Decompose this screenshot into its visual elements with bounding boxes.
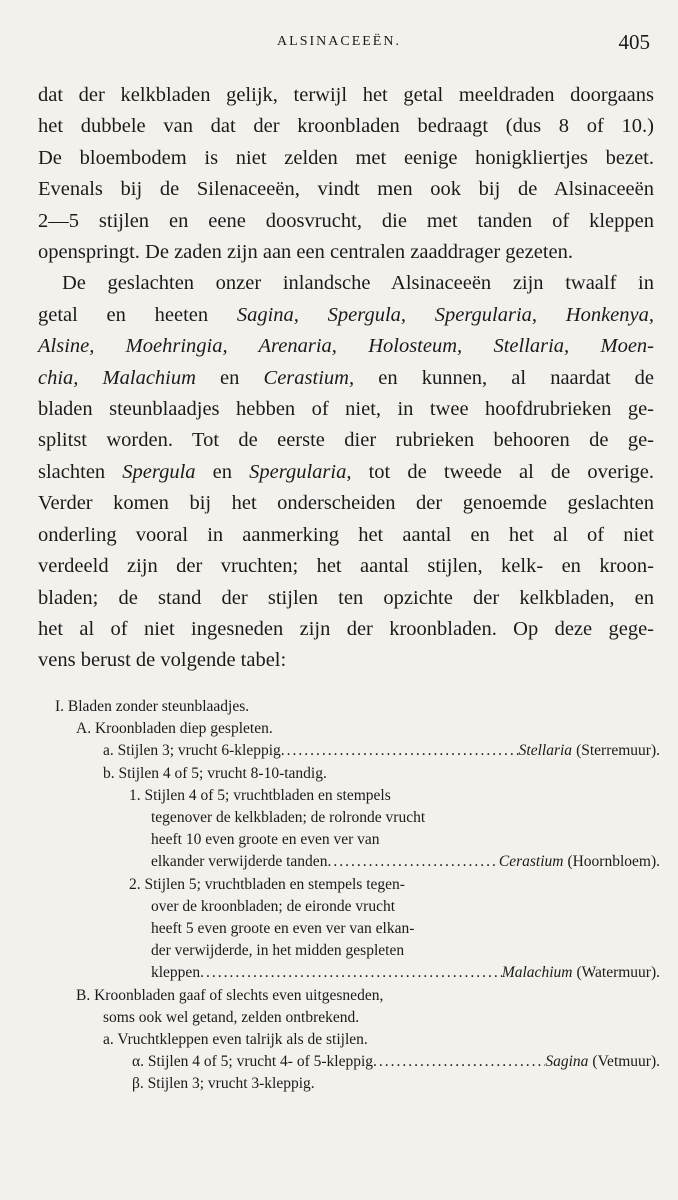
key-row-text: α. Stijlen 4 of 5; vrucht 4- of 5-kleppig — [132, 1053, 374, 1071]
text-segment: en kunnen, al naardat de — [354, 366, 654, 389]
italic-genus-names: Spergularia, — [249, 460, 352, 483]
genus-name: Stellaria — [518, 742, 573, 760]
key-row-text: 2. Stijlen 5; vruchtbladen en stempels tegen- — [129, 875, 405, 893]
running-head — [0, 30, 678, 58]
key-row — [55, 740, 660, 762]
dot-leader — [327, 851, 498, 873]
text-line — [38, 206, 654, 237]
key-row-text: B. Kroonbladen gaaf of slechts even uitgesneden, — [76, 986, 384, 1004]
key-row-text: A. Kroonbladen diep gespleten. — [76, 720, 273, 738]
key-row-text: elkander verwijderde tanden — [151, 853, 328, 871]
key-row — [55, 1073, 660, 1095]
key-row-text: kleppen — [151, 964, 201, 982]
text-segment: dat der kelkbladen gelijk, terwijl het getal meeldraden doorgaans — [38, 84, 654, 106]
text-segment: bladen steunblaadjes hebben of niet, in twee hoofdrubrieken ge- — [38, 398, 654, 421]
identification-key-table — [55, 696, 660, 1096]
key-row — [55, 940, 660, 962]
text-segment: getal en heeten — [38, 303, 237, 326]
text-line — [38, 363, 654, 394]
italic-genus-names: Cerastium, — [263, 366, 355, 389]
text-segment: tot de tweede al de overige. — [351, 460, 654, 483]
key-row-text: 1. Stijlen 4 of 5; vruchtbladen en stempels — [129, 786, 391, 804]
text-segment: Evenals bij de Silenaceeën, vindt men ook bij de Alsinaceeën — [38, 178, 654, 201]
genus-name: Cerastium — [498, 853, 564, 871]
text-line — [38, 237, 654, 268]
text-line — [38, 174, 654, 205]
text-line — [38, 614, 654, 645]
key-row-text: a. Vruchtkleppen even talrijk als de stijlen. — [103, 1031, 368, 1049]
key-row-text: tegenover de kelkbladen; de rolronde vrucht — [151, 809, 426, 827]
key-row — [55, 785, 660, 807]
key-row — [55, 851, 660, 873]
key-row — [55, 696, 660, 718]
italic-genus-names: Alsine, Moehringia, Arenaria, Holosteum, Stellaria, Moen- — [38, 335, 654, 358]
key-row-text: der verwijderde, in het midden gespleten — [151, 942, 405, 960]
key-row — [55, 918, 660, 940]
text-segment: bladen; de stand der stijlen ten opzichte der kelkbladen, en — [38, 586, 654, 609]
text-segment: het dubbele van dat der kroonbladen bedraagt (dus 8 of 10.) — [38, 115, 654, 138]
genus-name: Malachium — [501, 964, 573, 982]
key-row — [55, 718, 660, 740]
text-line — [38, 394, 654, 425]
text-line — [38, 457, 654, 488]
text-line — [38, 551, 654, 582]
text-segment: Verder komen bij het onderscheiden der genoemde geslachten — [38, 492, 654, 515]
key-row-text: over de kroonbladen; de eironde vrucht — [151, 897, 396, 915]
dot-leader — [200, 962, 502, 984]
dot-leader — [373, 1051, 545, 1073]
italic-genus-names: Spergula — [122, 460, 196, 483]
text-line — [38, 111, 654, 142]
common-name: (Hoornbloem). — [567, 853, 660, 871]
text-line — [38, 583, 654, 614]
key-row-text: β. Stijlen 3; vrucht 3-kleppig. — [132, 1075, 315, 1093]
text-line — [38, 300, 654, 331]
page-number: 405 — [618, 30, 650, 54]
text-line — [38, 520, 654, 551]
italic-genus-names: Sagina, Spergula, Spergularia, Honkenya, — [236, 303, 654, 326]
text-line — [38, 80, 654, 111]
text-segment: openspringt. De zaden zijn aan een centralen zaaddrager gezeten. — [38, 241, 573, 264]
key-row — [55, 1029, 660, 1051]
text-segment: verdeeld zijn der vruchten; het aantal stijlen, kelk- en kroon- — [38, 555, 654, 578]
italic-genus-names: chia, Malachium — [38, 366, 196, 389]
body-paragraphs — [38, 80, 654, 677]
text-segment: onderling vooral in aanmerking het aantal en het al of niet — [38, 523, 654, 546]
dot-leader — [281, 740, 519, 762]
key-row — [55, 1051, 660, 1073]
text-segment: het al of niet ingesneden zijn der kroonbladen. Op deze gege- — [38, 617, 654, 640]
text-segment: vens berust de volgende tabel: — [38, 649, 287, 672]
key-row-text: soms ook wel getand, zelden ontbrekend. — [103, 1008, 360, 1026]
genus-name: Sagina — [545, 1053, 589, 1071]
key-row — [55, 985, 660, 1007]
text-line — [38, 425, 654, 456]
key-row — [55, 763, 660, 785]
common-name: (Watermuur). — [576, 964, 660, 982]
text-segment: en — [195, 366, 264, 389]
key-row — [55, 1007, 660, 1029]
key-row — [55, 896, 660, 918]
text-line — [38, 488, 654, 519]
key-row-text: heeft 10 even groote en even ver van — [151, 831, 380, 849]
key-row — [55, 829, 660, 851]
text-segment: 2—5 stijlen en eene doosvrucht, die met tanden of kleppen — [38, 209, 654, 232]
text-segment: splitst worden. Tot de eerste dier rubrieken behooren de ge- — [38, 429, 654, 452]
key-row-text: I. Bladen zonder steunblaadjes. — [55, 698, 250, 715]
running-title: ALSINACEEËN. — [277, 34, 401, 49]
text-line — [38, 645, 654, 676]
text-segment: en — [195, 460, 250, 483]
key-row-text: a. Stijlen 3; vrucht 6-kleppig — [103, 742, 281, 760]
text-segment: De geslachten onzer inlandsche Alsinaceeën zijn twaalf in — [62, 272, 654, 295]
common-name: (Vetmuur). — [592, 1053, 660, 1071]
key-row — [55, 874, 660, 896]
key-row-text: b. Stijlen 4 of 5; vrucht 8-10-tandig. — [103, 764, 327, 782]
text-segment: De bloembodem is niet zelden met eenige honigkliertjes bezet. — [38, 146, 654, 169]
text-line — [38, 331, 654, 362]
text-line — [38, 143, 654, 174]
key-row — [55, 807, 660, 829]
key-row — [55, 962, 660, 984]
text-line — [38, 268, 654, 299]
text-segment: slachten — [38, 460, 123, 483]
key-row-text: heeft 5 even groote en even ver van elkan- — [151, 920, 415, 938]
common-name: (Sterremuur). — [576, 742, 660, 760]
